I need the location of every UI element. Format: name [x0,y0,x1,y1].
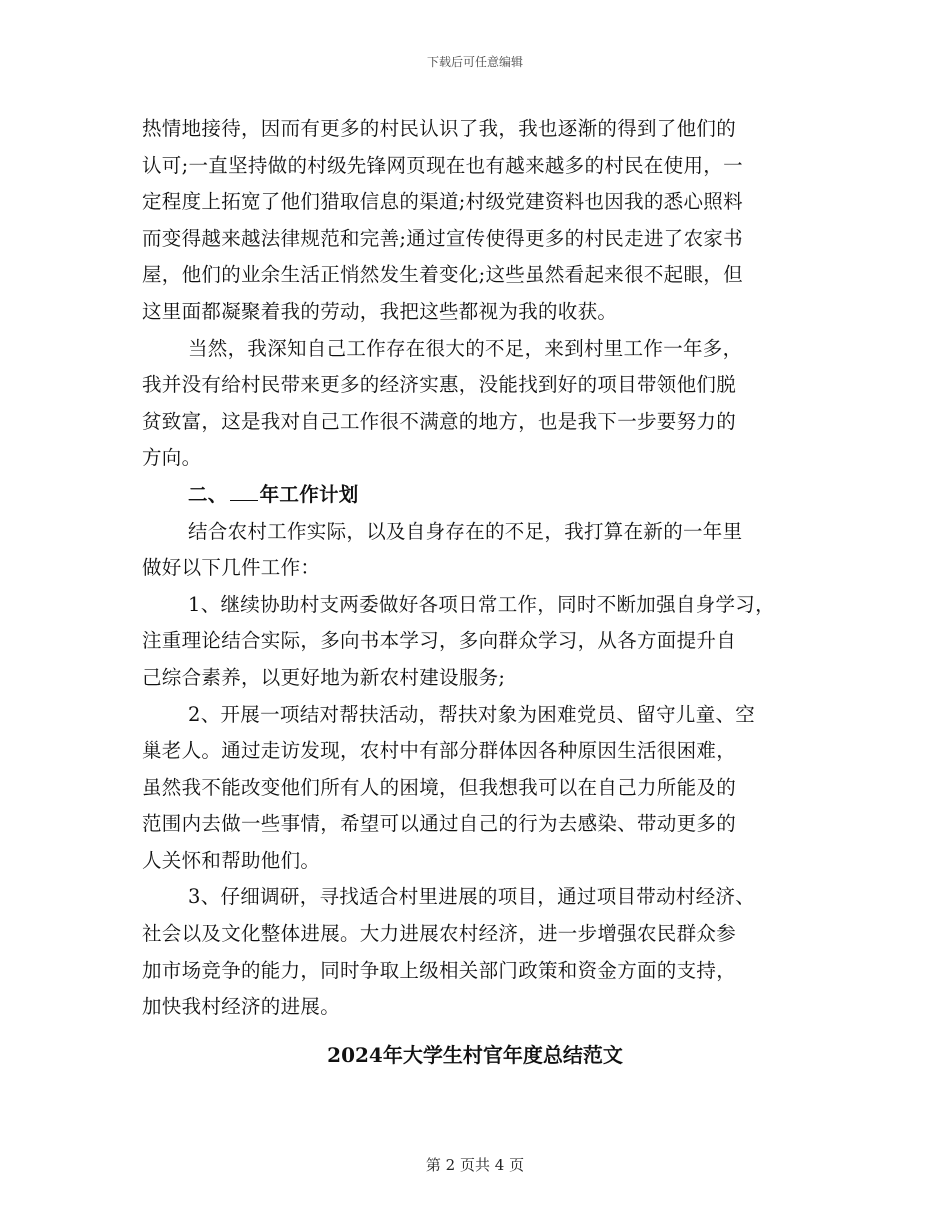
paragraph-line: 这里面都凝聚着我的劳动，我把这些都视为我的收获。 [142,299,618,323]
document-body [142,111,822,1026]
paragraph-line: 我并没有给村民带来更多的经济实惠，没能找到好的项目带领他们脱 [142,373,737,397]
paragraph-line: 己综合素养，以更好地为新农村建设服务; [142,665,506,689]
paragraph-line: 3、仔细调研，寻找适合村里进展的项目，通过项目带动村经济、 [188,885,756,909]
paragraph-line: 巢老人。通过走访发现，农村中有部分群体因各种原因生活很困难， [142,739,737,763]
paragraph-line: 认可;一直坚持做的村级先锋网页现在也有越来越多的村民在使用，一 [142,153,743,177]
paragraph-line: 贫致富，这是我对自己工作很不满意的地方，也是我下一步要努力的 [142,409,737,433]
paragraph-line: 加快我村经济的进展。 [142,995,341,1019]
paragraph-line: 人关怀和帮助他们。 [142,848,321,872]
paragraph-line: 加市场竞争的能力，同时争取上级相关部门政策和资金方面的支持， [142,958,737,982]
paragraph-line: 结合农村工作实际，以及自身存在的不足，我打算在新的一年里 [188,519,743,543]
page-footer: 第 2 页共 4 页 [425,1156,525,1174]
page-header: 下载后可任意编辑 [426,55,523,69]
paragraph-line: 1、继续协助村支两委做好各项日常工作，同时不断加强自身学习， [188,592,775,616]
heading-suffix: 年工作计划 [259,482,359,506]
year-blank [230,482,258,501]
paragraph-line: 社会以及文化整体进展。大力进展农村经济，进一步增强农民群众参 [142,922,737,946]
paragraph-line: 定程度上拓宽了他们猎取信息的渠道;村级党建资料也因我的悉心照料 [142,190,743,214]
paragraph-line: 热情地接待，因而有更多的村民认识了我，我也逐渐的得到了他们的 [142,117,737,140]
paragraph-line: 屋，他们的业余生活正悄然发生着变化;这些虽然看起来很不起眼，但 [142,263,743,287]
paragraph-line: 虽然我不能改变他们所有人的困境，但我想我可以在自己力所能及的 [142,775,737,799]
paragraph-line: 做好以下几件工作： [142,556,321,580]
document-title: 2024年大学生村官年度总结范文 [327,1043,623,1067]
paragraph-line: 当然，我深知自己工作存在很大的不足，来到村里工作一年多， [188,336,743,360]
paragraph-line: 2、开展一项结对帮扶活动，帮扶对象为困难党员、留守儿童、空 [188,702,756,726]
paragraph-line: 注重理论结合实际，多向书本学习，多向群众学习，从各方面提升自 [142,629,737,653]
heading-prefix: 二、 [188,482,228,506]
paragraph-line: 范围内去做一些事情，希望可以通过自己的行为去感染、带动更多的 [142,812,737,836]
paragraph-line: 方向。 [142,446,202,470]
paragraph-line: 而变得越来越法律规范和完善;通过宣传使得更多的村民走进了农家书 [142,226,743,250]
section-heading [142,477,822,514]
